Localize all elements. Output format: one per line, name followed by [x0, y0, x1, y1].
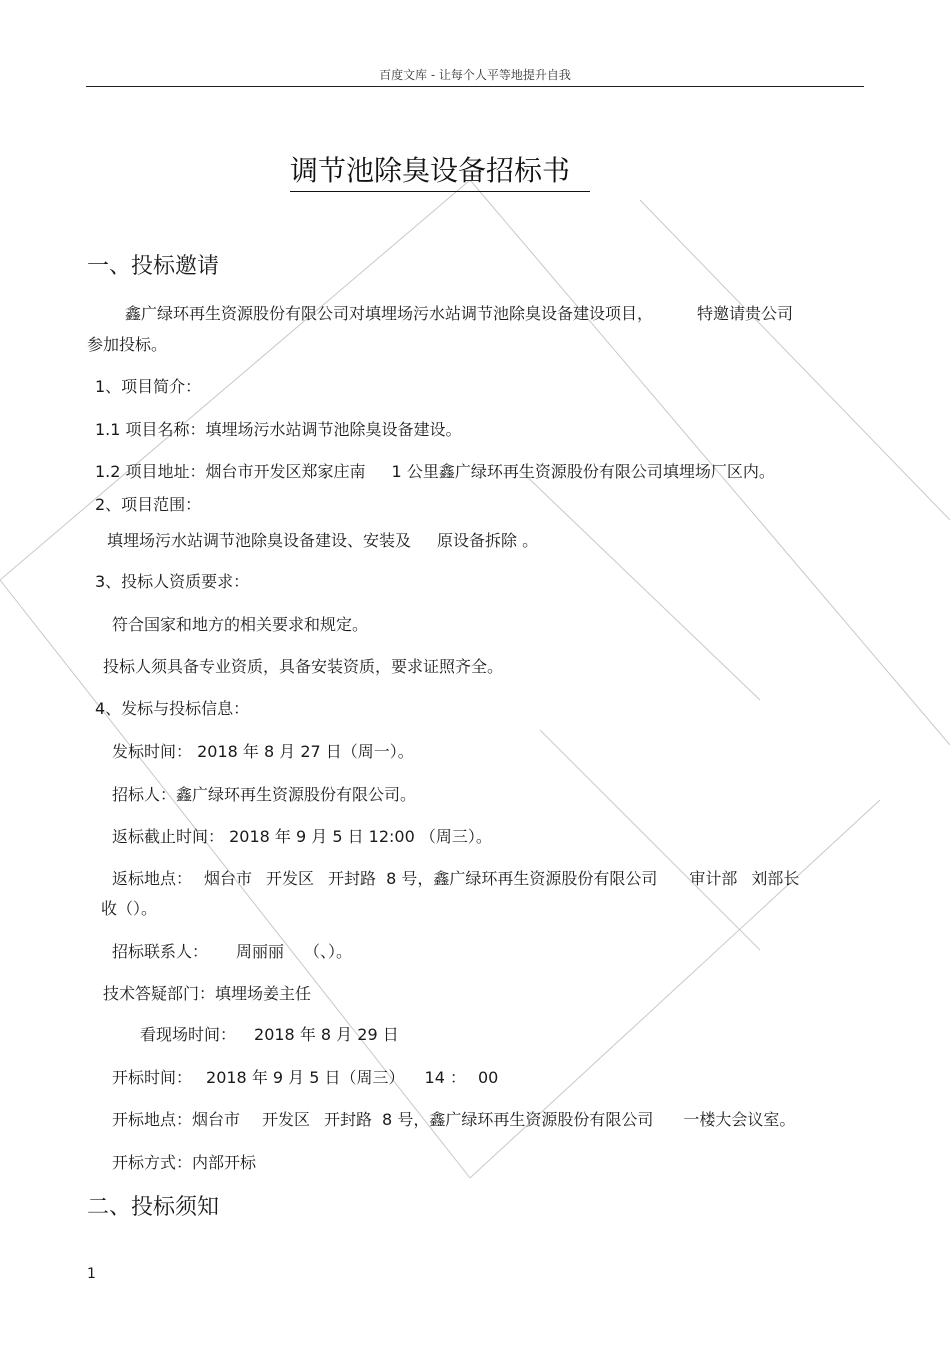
page-header: 百度文库 - 让每个人平等地提升自我: [379, 68, 571, 82]
opening-method: 开标方式：内部开标: [112, 1153, 257, 1172]
scope-text-part2: 原设备拆除 。: [437, 531, 539, 550]
project-address-label: 1.2 项目地址：烟台市开发区郑家庄南: [95, 462, 366, 481]
return-place-line2: 收（）。: [101, 899, 158, 918]
issue-time: 发标时间： 2018 年 8 月 27 日（周一）。: [112, 742, 414, 761]
opening-time-date: 2018 年 9 月 5 日（周三）: [206, 1068, 405, 1087]
contact-phone: （、）。: [304, 942, 353, 961]
project-address-detail: 1 公里鑫广绿环再生资源股份有限公司填埋场厂区内。: [391, 462, 775, 481]
opening-place: [112, 1109, 795, 1131]
opening-place-room: 一楼大会议室。: [683, 1110, 796, 1129]
return-place-company: 8 号，鑫广绿环再生资源股份有限公司: [386, 869, 658, 888]
document-title: 调节池除臭设备招标书: [290, 151, 590, 192]
opening-place-company: 8 号，鑫广绿环再生资源股份有限公司: [382, 1110, 654, 1129]
opening-time: [112, 1067, 498, 1089]
opening-time-minute: 00: [477, 1068, 499, 1087]
qualification-heading: 3、投标人资质要求：: [95, 572, 250, 591]
return-place-label: 返标地点：: [112, 869, 193, 888]
intro-paragraph-line2: 参加投标。: [87, 335, 168, 354]
tender-info-heading: 4、发标与投标信息：: [95, 699, 250, 718]
qualification-line2: 投标人须具备专业资质，具备安装资质，要求证照齐全。: [103, 657, 504, 676]
opening-time-label: 开标时间：: [112, 1068, 193, 1087]
technical-dept: 技术答疑部门：填埋场姜主任: [103, 984, 312, 1003]
return-place-district: 开发区: [266, 869, 315, 888]
section-heading-invitation: 一、投标邀请: [87, 254, 220, 279]
return-place-dept: 审计部: [689, 869, 738, 888]
opening-place-road: 开封路: [324, 1110, 373, 1129]
tenderer: 招标人：鑫广绿环再生资源股份有限公司。: [112, 785, 417, 804]
return-place-person: 刘部长: [751, 869, 800, 888]
opening-place-district: 开发区: [262, 1110, 311, 1129]
page-number: 1: [87, 1266, 96, 1282]
scope-text-part1: 填埋场污水站调节池除臭设备建设、安装及: [107, 531, 412, 550]
return-place-line1: [112, 868, 799, 890]
site-visit-date: 2018 年 8 月 29 日: [254, 1025, 399, 1044]
intro-text: 鑫广绿环再生资源股份有限公司对填埋场污水站调节池除臭设备建设项目，: [125, 304, 654, 323]
contact-label: 招标联系人：: [112, 942, 209, 961]
tender-contact: [112, 941, 352, 963]
qualification-line1: 符合国家和地方的相关要求和规定。: [112, 615, 369, 634]
return-place-city: 烟台市: [204, 869, 253, 888]
project-scope-heading: 2、项目范围：: [95, 495, 202, 514]
intro-paragraph-line1: [125, 303, 793, 325]
project-intro-heading: 1、项目简介：: [95, 377, 202, 396]
opening-time-hour: 14 ：: [424, 1068, 466, 1087]
header-rule: [86, 86, 864, 87]
contact-name: 周丽丽: [236, 942, 285, 961]
return-place-road: 开封路: [328, 869, 377, 888]
site-visit-time: [140, 1024, 399, 1046]
project-name: 1.1 项目名称：填埋场污水站调节池除臭设备建设。: [95, 420, 462, 439]
section-heading-instructions: 二、投标须知: [87, 1195, 220, 1220]
project-address: [95, 461, 775, 483]
return-deadline: 返标截止时间： 2018 年 9 月 5 日 12:00 （周三）。: [112, 827, 492, 846]
opening-place-label: 开标地点：烟台市: [112, 1110, 241, 1129]
intro-text-continued: 特邀请贵公司: [697, 304, 794, 323]
project-scope-text: [107, 530, 538, 552]
site-visit-label: 看现场时间：: [140, 1025, 237, 1044]
